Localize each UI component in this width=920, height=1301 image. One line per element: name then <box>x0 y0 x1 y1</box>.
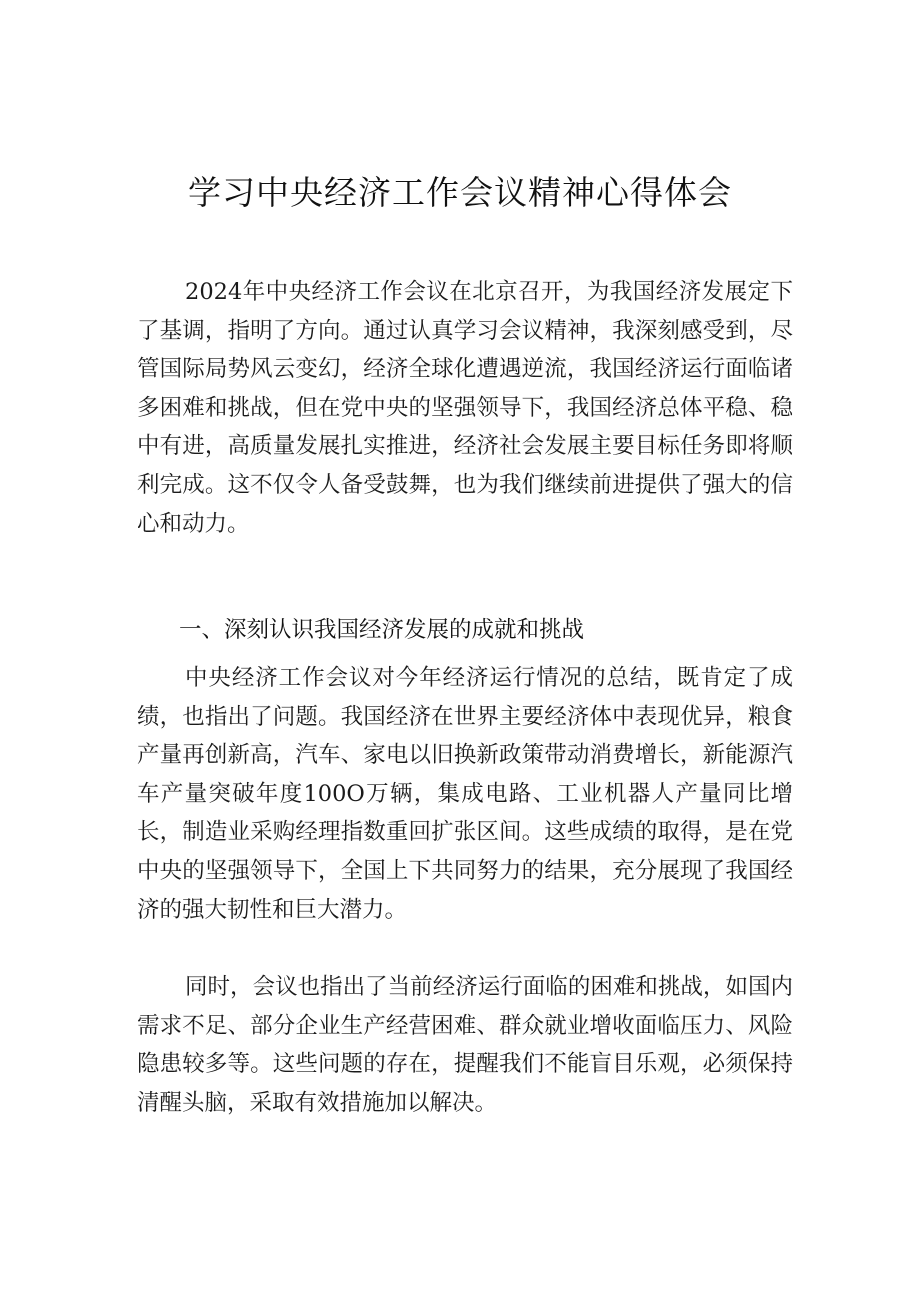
paragraph-intro: 2024年中央经济工作会议在北京召开，为我国经济发展定下了基调，指明了方向。通过认真学习会议精神，我深刻感受到，尽管国际局势风云变幻，经济全球化遭遇逆流，我国经济运行面临诸多困难和挑战，但在党中央的坚强领导下，我国经济总体平稳、稳中有进，高质量发展扎实推进，经济社会发展主要目标任务即将顺利完成。这不仅令人备受鼓舞，也为我们继续前进提供了强大的信心和动力。 <box>137 279 793 537</box>
document-title: 学习中央经济工作会议精神心得体会 <box>188 173 732 212</box>
section-heading-1: 一、深刻认识我国经济发展的成就和挑战 <box>179 617 585 643</box>
paragraph-achievements: 中央经济工作会议对今年经济运行情况的总结，既肯定了成绩，也指出了问题。我国经济在世界主要经济体中表现优异，粮食产量再创新高，汽车、家电以旧换新政策带动消费增长，新能源汽车产量突破年度100O万辆，集成电路、工业机器人产量同比增长，制造业采购经理指数重回扩张区间。这些成绩的取得，是在党中央的坚强领导下，全国上下共同努力的结果，充分展现了我国经济的强大韧性和巨大潜力。 <box>137 665 793 923</box>
paragraph-challenges: 同时，会议也指出了当前经济运行面临的困难和挑战，如国内需求不足、部分企业生产经营困难、群众就业增收面临压力、风险隐患较多等。这些问题的存在，提醒我们不能盲目乐观，必须保持清醒头脑，采取有效措施加以解决。 <box>137 974 793 1116</box>
